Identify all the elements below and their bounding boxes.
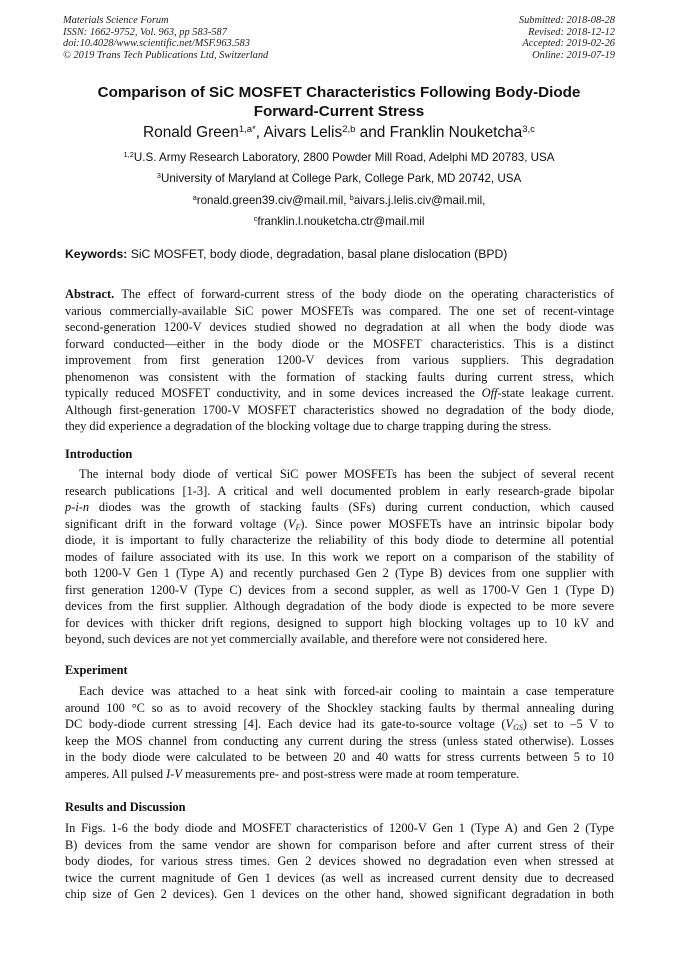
results-line: B) devices from the same vendor are shown for comparison before and after current stress of their (65, 837, 614, 852)
title-line-2: Forward-Current Stress (253, 103, 425, 120)
email-nouketcha[interactable]: franklin.l.nouketcha.ctr@mail.mil (257, 215, 425, 228)
section-heading-results: Results and Discussion (65, 800, 186, 814)
date-revised: Revised: 2018-12-12 (528, 26, 615, 38)
intro-italic: p-i-n (65, 500, 90, 514)
abstract (65, 286, 614, 435)
submission-dates (519, 15, 615, 61)
affiliation-1-text: U.S. Army Research Laboratory, 2800 Powder Mill Road, Adelphi MD 20783, USA (133, 151, 555, 164)
experiment-text: ) set to –5 V to (522, 717, 615, 731)
results-line: body diodes, for various stress times. Gen 2 devices showed no degradation even when stressed at (65, 854, 614, 868)
intro-line: beyond, such devices are not yet commercially available, and therefore were not considered here. (65, 632, 548, 646)
intro-line: research publications [1-3]. A critical and well documented problem in early research-grade bipolar (65, 483, 614, 498)
author-lelis: Aivars Lelis (263, 124, 343, 141)
experiment-line (65, 716, 614, 733)
author-email-3 (40, 215, 638, 229)
intro-line: devices from the first supplier. Although degradation of the body diode is expected to be more severe (65, 599, 614, 613)
experiment-subscript: GS (513, 723, 523, 732)
journal-issn: ISSN: 1662-9752, Vol. 963, pp 583-587 (63, 26, 227, 38)
results-line: twice the current magnitude of Gen 1 devices (as well as increased current density due to decreased (65, 870, 614, 885)
email-green[interactable]: ronald.green39.civ@mail.mil, (196, 194, 350, 207)
abstract-text: -state leakage current. (497, 386, 614, 400)
intro-text: ). Since power MOSFETs have an intrinsic bipolar body (300, 516, 614, 531)
intro-line: for devices with thicker drift regions, designed to support high blocking voltages up to 10 kV and (65, 615, 614, 630)
abstract-line: Although first-generation 1700-V MOSFET characteristics showed no degradation of the body diode, (65, 402, 614, 417)
experiment-line: Each device was attached to a heat sink with forced-air cooling to maintain a case temperature (79, 684, 614, 698)
date-online: Online: 2019-07-19 (532, 49, 615, 61)
journal-copyright: © 2019 Trans Tech Publications Ltd, Switzerland (63, 49, 269, 61)
results-body (65, 820, 614, 903)
intro-line: both 1200-V Gen 1 (Type A) and recently purchased Gen 2 (Type B) devices from one supplier with (65, 566, 614, 580)
email-lelis[interactable]: aivars.j.lelis.civ@mail.mil, (353, 194, 486, 207)
keywords-text: SiC MOSFET, body diode, degradation, basal plane dislocation (BPD) (127, 247, 508, 261)
experiment-text: DC body-diode current stressing [4]. Each device had its gate-to-source voltage ( (65, 717, 506, 731)
intro-line (65, 499, 614, 516)
abstract-line (65, 385, 614, 402)
experiment-text: amperes. All pulsed (65, 766, 167, 781)
abstract-line: forward conducted—either in the body diode or the MOSFET characteristics. This is a distinct (65, 336, 614, 351)
email-b-marker: b (349, 193, 354, 202)
affiliation-1-marker: 1,2 (123, 150, 134, 159)
author-separator: , (255, 124, 264, 141)
author-separator: and (355, 124, 390, 141)
intro-line: modes of failure associated with its use. In this work we report on a comparison of the stability of (65, 549, 614, 564)
experiment-line (65, 766, 614, 783)
abstract-line: improvement from first generation 1200-V devices from various suppliers. This degradation (65, 353, 614, 367)
author-emails (40, 194, 638, 208)
experiment-italic: I-V (166, 766, 182, 781)
experiment-italic: V (505, 717, 514, 731)
section-heading-experiment: Experiment (65, 663, 128, 677)
results-line: In Figs. 1-6 the body diode and MOSFET characteristics of 1200-V Gen 1 (Type A) and Gen 2 (Type (65, 821, 614, 835)
experiment-line: in the body diode were calculated to be between 20 and 40 watts for stress currents between 5 to 10 (65, 750, 614, 764)
email-a-marker: a (192, 193, 197, 202)
abstract-line: phenomenon was consistent with the formation of stacking faults during current stress, which (65, 369, 614, 384)
intro-italic: V (287, 516, 296, 531)
intro-line: diode, it is important to fully characterize the reliability of this body diode to determine all potential (65, 533, 614, 547)
intro-line: The internal body diode of vertical SiC power MOSFETs has been the subject of several recent (79, 467, 614, 481)
intro-line (65, 516, 614, 533)
date-accepted: Accepted: 2019-02-26 (522, 38, 615, 50)
affiliation-2-text: University of Maryland at College Park, College Park, MD 20742, USA (160, 172, 522, 185)
abstract-line: they did experience a degradation of the blocking voltage due to charge trapping during the stress. (65, 419, 552, 433)
abstract-italic: Off (481, 386, 498, 400)
experiment-line: around 100 °C so as to avoid recovery of the Shockley stacking faults by thermal annealing during (65, 700, 614, 715)
experiment-text: measurements pre- and post-stress were made at room temperature. (182, 766, 520, 781)
results-line: chip size of Gen 2 devices). Gen 1 devices on the other hand, showed significant degradation in both (65, 887, 614, 901)
email-c-marker: c (253, 214, 258, 223)
journal-name: Materials Science Forum (63, 15, 169, 26)
journal-info (63, 15, 268, 61)
abstract-line: various commercially-available SiC power MOSFETs was compared. The one set of recent-vintage (65, 303, 614, 318)
abstract-line: The effect of forward-current stress of the body diode on the operating characteristics of (114, 287, 614, 301)
abstract-text: typically reduced MOSFET conductivity, and in some devices increased the (65, 386, 482, 400)
affiliation-2-marker: 3 (156, 171, 161, 180)
intro-text: diodes was the growth of stacking faults (SFs) during current conduction, which caused (89, 500, 614, 514)
author-lelis-affil: 2,b (342, 124, 356, 135)
author-list (60, 123, 618, 143)
intro-subscript: F (295, 522, 301, 532)
experiment-body (65, 683, 614, 782)
keywords (65, 247, 625, 262)
author-nouketcha-affil: 3,c (522, 124, 535, 135)
abstract-line: second-generation 1200-V devices studied showed no degradation at all when the body diode was (65, 320, 614, 334)
abstract-label: Abstract. (65, 287, 115, 301)
experiment-line: keep the MOS channel from conducting any current during the stress (unless stated otherwise). Losses (65, 733, 614, 748)
affiliation-2 (40, 172, 638, 186)
paper-title (60, 83, 618, 121)
author-green: Ronald Green (143, 124, 239, 141)
date-submitted: Submitted: 2018-08-28 (518, 15, 615, 26)
affiliation-1 (40, 151, 638, 165)
journal-doi: doi:10.4028/www.scientific.net/MSF.963.583 (63, 38, 250, 50)
author-green-affil: 1,a* (238, 124, 256, 135)
title-line-1: Comparison of SiC MOSFET Characteristics Following Body-Diode (97, 84, 581, 101)
keywords-label: Keywords: (65, 247, 128, 261)
author-nouketcha: Franklin Nouketcha (389, 124, 523, 141)
introduction-body (65, 466, 614, 648)
intro-text: significant drift in the forward voltage ( (65, 516, 288, 531)
section-heading-introduction: Introduction (65, 447, 133, 461)
intro-line: first generation 1200-V (Type C) devices from a second suppler, as well as 1700-V Gen 1 (Type D) (65, 582, 614, 597)
